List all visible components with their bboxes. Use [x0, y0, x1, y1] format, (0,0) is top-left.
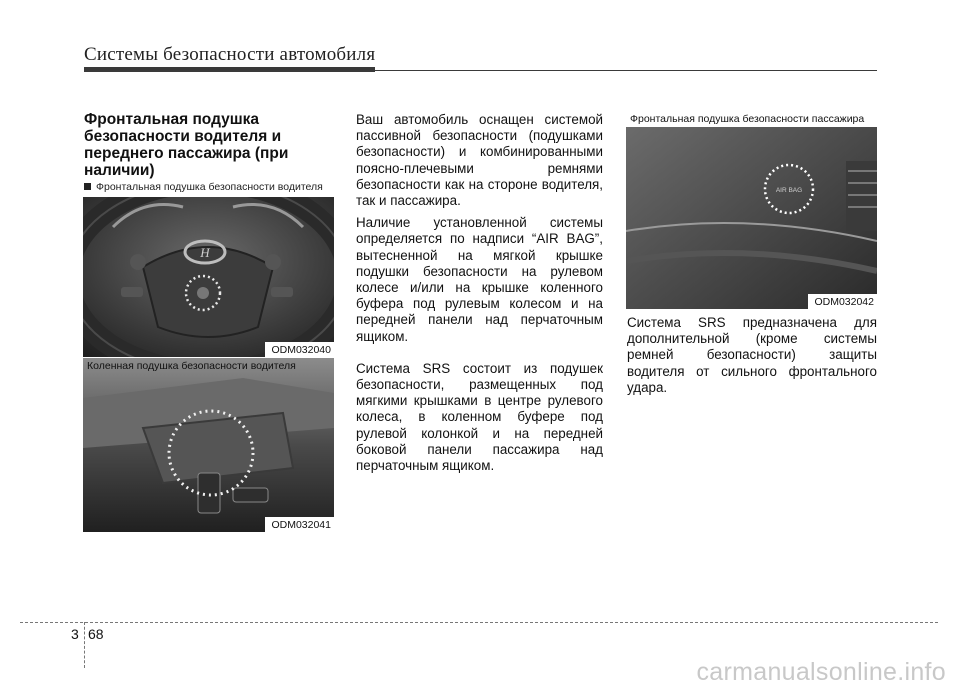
figure3-code: ODM032042	[808, 294, 877, 309]
passenger-dash-illustration	[626, 111, 877, 309]
figure1-code: ODM032040	[265, 342, 334, 357]
paragraph: Система SRS состоит из подушек безопасности, размещенных под мягкими крышками в центре рулевого колеса, в коленном буфере под рулевой колонкой и на передней боковой панели пассажира над перчаточным ящиком.	[356, 360, 603, 474]
airbag-emboss-label: AIR BAG	[775, 187, 803, 194]
footer-vertical-dashed-rule	[84, 622, 85, 668]
paragraph: Наличие установленной системы определяется по надписи “AIR BAG”, вытесненной на мягкой крышке подушки безопасности на рулевом колесе и/или на крышке коленного буфера под рулевым колесом и на передней панели над перчаточным ящиком.	[356, 215, 603, 344]
knee-airbag-photo	[83, 358, 334, 532]
passenger-airbag-photo	[626, 111, 877, 309]
figure2-caption	[83, 358, 334, 374]
section-heading: Фронтальная подушка безопасности водителя и переднего пассажира (при наличии)	[84, 111, 289, 179]
steering-wheel-illustration	[83, 197, 334, 357]
paragraph: Ваш автомобиль оснащен системой пассивной безопасности (подушками безопасности) и комбинированными поясно-плечевыми ремнями безопасности как на стороне водителя, так и пассажира.	[356, 112, 603, 209]
figure1-caption	[84, 181, 323, 193]
svg-text:H: H	[200, 245, 210, 260]
figure3-caption-text: Фронтальная подушка безопасности пассажира	[630, 113, 865, 125]
page-section-number: 3	[71, 626, 79, 642]
figure2-caption-text: Коленная подушка безопасности водителя	[87, 360, 296, 372]
knee-area-illustration	[83, 358, 334, 532]
figure1-caption-text: Фронтальная подушка безопасности водителя	[96, 181, 323, 193]
footer-dashed-rule	[20, 622, 938, 623]
steering-wheel-photo	[83, 197, 334, 357]
bullet-square-icon	[84, 183, 91, 190]
page-number: 68	[88, 626, 104, 642]
figure2-code: ODM032041	[265, 517, 334, 532]
watermark: carmanualsonline.info	[696, 658, 946, 686]
figure3-caption	[626, 111, 877, 127]
right-column-text	[627, 315, 877, 402]
paragraph: Система SRS предназначена для дополнительной (кроме системы ремней безопасности) защиты водителя от сильного фронтального удара.	[627, 315, 877, 395]
page-header-title: Системы безопасности автомобиля	[84, 44, 376, 65]
middle-column-text	[356, 112, 603, 480]
header-rule-thin	[84, 70, 877, 71]
